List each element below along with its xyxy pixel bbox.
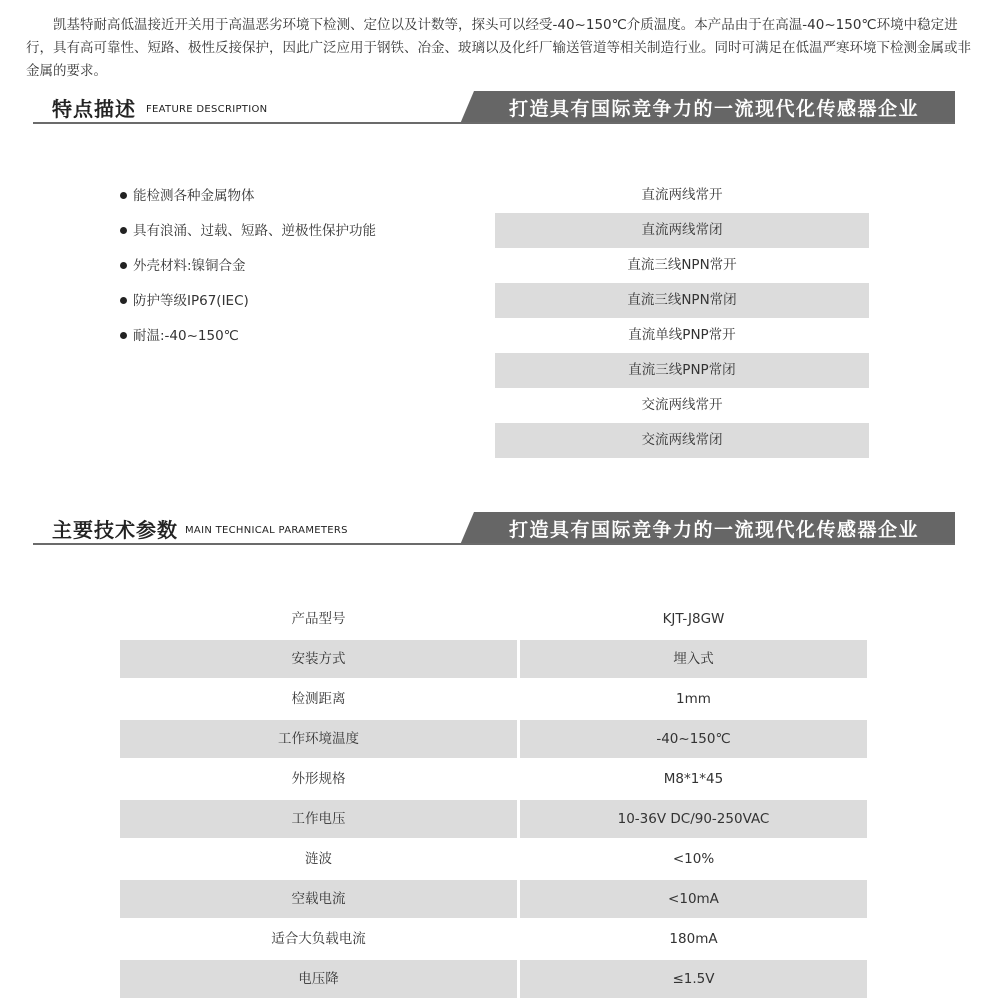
table-row	[120, 840, 867, 878]
output-type-item: 直流两线常开	[641, 187, 723, 203]
output-type-list	[495, 178, 869, 458]
output-type-item: 交流两线常闭	[495, 423, 869, 458]
param-label: 涟波	[305, 851, 332, 867]
feature-divider	[33, 122, 955, 124]
table-row	[120, 800, 867, 838]
bullet-icon	[120, 192, 127, 199]
params-section-header	[33, 512, 955, 545]
bullet-icon	[120, 297, 127, 304]
feature-section-subtitle: FEATURE DESCRIPTION	[146, 104, 268, 115]
feature-item: 外壳材料:镍铜合金	[118, 253, 376, 288]
table-row	[120, 680, 867, 718]
param-label: 外形规格	[291, 771, 346, 787]
param-value: 180mA	[669, 931, 718, 947]
output-type-item: 直流两线常闭	[495, 213, 869, 248]
param-value: 埋入式	[520, 640, 867, 678]
feature-section-title: 特点描述	[52, 97, 136, 121]
param-value: ≤1.5V	[520, 960, 867, 998]
bullet-icon	[120, 227, 127, 234]
feature-item: 防护等级IP67(IEC)	[118, 288, 376, 323]
bullet-icon	[120, 332, 127, 339]
feature-item: 能检测各种金属物体	[118, 183, 376, 218]
bullet-icon	[120, 262, 127, 269]
param-label: 安装方式	[120, 640, 517, 678]
output-type-item: 直流三线NPN常开	[627, 257, 737, 273]
table-row	[120, 960, 867, 998]
params-divider	[33, 543, 955, 545]
param-value: M8*1*45	[663, 771, 724, 787]
param-value: <10%	[672, 851, 715, 867]
params-section-title: 主要技术参数	[52, 518, 178, 542]
table-row	[120, 720, 867, 758]
output-type-item: 直流三线PNP常闭	[495, 353, 869, 388]
feature-item: 具有浪涌、过载、短路、逆极性保护功能	[118, 218, 376, 253]
params-slogan: 打造具有国际竞争力的一流现代化传感器企业	[508, 519, 919, 541]
output-type-item: 交流两线常开	[641, 397, 723, 413]
param-value: 10-36V DC/90-250VAC	[520, 800, 867, 838]
param-value: -40~150℃	[520, 720, 867, 758]
table-row	[120, 880, 867, 918]
feature-item: 耐温:-40~150℃	[118, 323, 376, 358]
table-row	[120, 600, 867, 638]
feature-list	[118, 183, 376, 358]
params-table	[120, 600, 867, 1000]
param-label: 产品型号	[291, 611, 346, 627]
param-value: KJT-J8GW	[662, 611, 725, 627]
param-label: 检测距离	[291, 691, 346, 707]
param-label: 工作环境温度	[120, 720, 517, 758]
param-label: 工作电压	[120, 800, 517, 838]
feature-section-header	[33, 91, 955, 124]
table-row	[120, 640, 867, 678]
param-value: <10mA	[520, 880, 867, 918]
feature-slogan: 打造具有国际竞争力的一流现代化传感器企业	[508, 98, 919, 120]
output-type-item: 直流三线NPN常闭	[495, 283, 869, 318]
intro-paragraph: 凯基特耐高低温接近开关用于高温恶劣环境下检测、定位以及计数等，探头可以经受-40~150℃介质温度。本产品由于在高温-40~150℃环境中稳定进行，具有高可靠性、短路、极性反接保护，因此广泛应用于钢铁、冶金、玻璃以及化纤厂输送管道等相关制造行业。同时可满足在低温严寒环境下检测金属或非金属的要求。	[26, 17, 971, 79]
output-type-item: 直流单线PNP常开	[628, 327, 736, 343]
param-value: 1mm	[676, 691, 711, 707]
param-label: 空载电流	[120, 880, 517, 918]
params-section-subtitle: MAIN TECHNICAL PARAMETERS	[185, 525, 348, 536]
param-label: 适合大负载电流	[271, 931, 366, 947]
table-row	[120, 920, 867, 958]
table-row	[120, 760, 867, 798]
param-label: 电压降	[120, 960, 517, 998]
